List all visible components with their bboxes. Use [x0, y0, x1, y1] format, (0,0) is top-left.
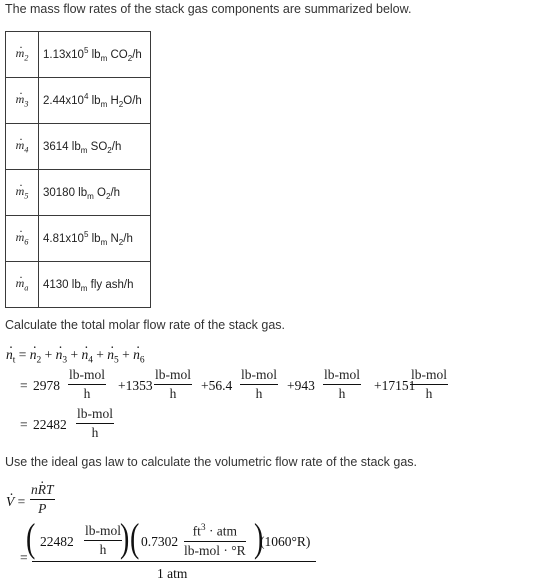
n-term: · $n_2$ [30, 347, 41, 362]
n-term: · $n_5$ [107, 347, 118, 362]
n-term: · $n_3$ [56, 347, 67, 362]
flow-row [6, 170, 151, 216]
flow-value: $2.44x10^4$ $lb_m$ $H_2O/h$ [39, 78, 151, 124]
flow-row [6, 216, 151, 262]
molar-value: 2978 [33, 378, 60, 393]
molar-value: +1353 [118, 378, 153, 393]
flow-symbol: · $m_4$ [6, 124, 39, 170]
flow-row [6, 262, 151, 308]
molar-value: +17151 [374, 378, 416, 393]
r-value: 0.7302 [141, 534, 179, 549]
paren-close-2: ) [253, 515, 264, 560]
flow-symbol: · $m_2$ [6, 32, 39, 78]
flow-symbol: · $m_a$ [6, 262, 39, 308]
flow-row [6, 78, 151, 124]
flow-symbol: · $m_3$ [6, 78, 39, 124]
molar-unit: lb-mol h [324, 367, 360, 401]
flow-value: 4130 $lb_m$ fly ash/h [39, 262, 151, 308]
pressure-value: 1 atm [157, 566, 188, 581]
molar-unit: lb-mol h [155, 367, 191, 401]
step2-text: Use the ideal gas law to calculate the volumetric flow rate of the stack gas. [5, 455, 418, 469]
molar-value: +56.4 [201, 378, 233, 393]
flow-symbol: · $m_5$ [6, 170, 39, 216]
molar-unit: lb-mol h [69, 367, 105, 401]
flow-row [6, 32, 151, 78]
molar-sum-equation: · $n_t$ = · $n_2$ + · $n_3$ + · $n_4$ + · $n_5$ + · $n_6$ [6, 347, 145, 366]
n-subscript: t [12, 355, 16, 366]
total-molar-unit: lb-mol h [77, 406, 113, 440]
n-symbol: · n [6, 347, 13, 363]
n-unit: lb-mol h [85, 523, 121, 557]
n-term: · $n_6$ [133, 347, 144, 362]
mass-flow-table [5, 31, 151, 308]
molar-value: +943 [287, 378, 315, 393]
flow-value: $1.13x10^5$ $lb_m$ $CO_2/h$ [39, 32, 151, 78]
temperature-value: (1060°R) [260, 534, 311, 549]
eq2-equals: = [20, 550, 28, 565]
n-term: · $n_4$ [81, 347, 92, 362]
paren-close-1: ) [119, 515, 130, 560]
molar-unit: lb-mol h [241, 367, 277, 401]
flow-value: 3614 $lb_m$ $SO_2/h$ [39, 124, 151, 170]
eq1-equals-b: = [20, 417, 28, 432]
ideal-gas-fraction: · nRT P [30, 482, 55, 517]
molar-unit: lb-mol h [411, 367, 447, 401]
total-molar-value: 22482 [33, 417, 67, 432]
eq1-equals-a: = [20, 378, 28, 393]
intro-text: The mass flow rates of the stack gas components are summarized below. [5, 2, 412, 16]
flow-row [6, 124, 151, 170]
step1-text: Calculate the total molar flow rate of the stack gas. [5, 318, 285, 332]
flow-value: 30180 $lb_m$ $O_2/h$ [39, 170, 151, 216]
r-unit: $ft^3$ · atm lb-mol · °R [184, 523, 246, 558]
flow-value: $4.81x10^5$ $lb_m$ $N_2/h$ [39, 216, 151, 262]
paren-open-1: ( [25, 515, 36, 560]
flow-symbol: · $m_6$ [6, 216, 39, 262]
vdot-lhs: · V = [6, 494, 25, 510]
paren-open-2: ( [129, 515, 140, 560]
main-fraction-bar [32, 561, 316, 562]
n-value: 22482 [40, 534, 74, 549]
